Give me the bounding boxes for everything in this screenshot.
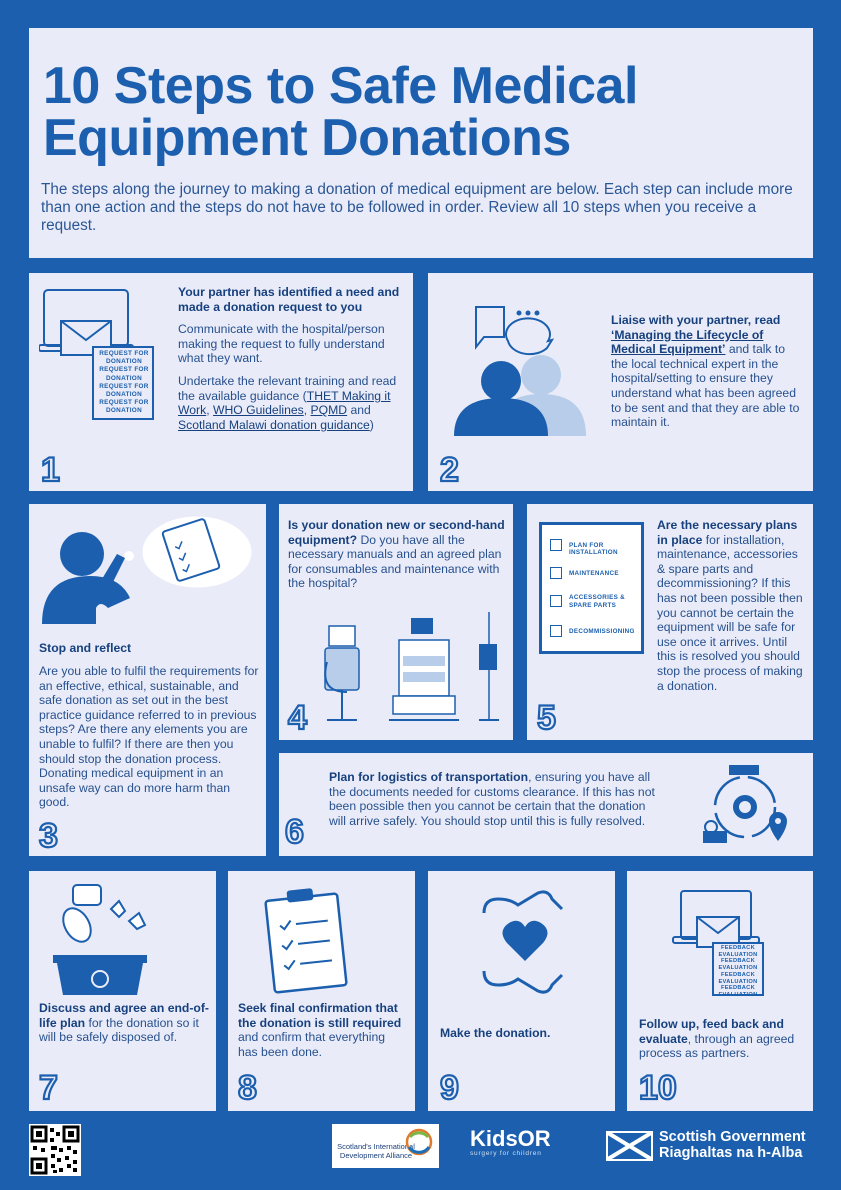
step-number: 2 [440, 451, 459, 489]
title-line-2: Equipment Donations [43, 109, 571, 167]
link-pqmd[interactable]: PQMD [310, 403, 348, 418]
step-2-panel [428, 273, 813, 491]
step-1-panel [29, 273, 413, 491]
step-6-panel [279, 753, 813, 856]
step-10-panel [627, 871, 813, 1111]
step-9-heading: Make the donation. [440, 1026, 551, 1040]
checklist-item: PLAN FOR INSTALLATION [569, 542, 618, 556]
checkbox-icon [550, 539, 562, 551]
thinking-person-icon [37, 514, 257, 624]
link-scotland-malawi[interactable]: Scotland Malawi donation guidance [178, 417, 370, 432]
checklist-item: MAINTENANCE [569, 570, 619, 577]
step-number: 8 [238, 1069, 257, 1107]
checkbox-icon [550, 625, 562, 637]
step-number: 7 [39, 1069, 58, 1107]
step-2-text: Liaise with your partner, read ‘Managing the Lifecycle of Medical Equipment’ and talk to the local technical expert in the hospital/setting to ensure they understand what has been agreed to be sent and that they are able to maintain it. [611, 313, 800, 430]
step-1-text-2: Undertake the relevant training and read the available guidance (THET Making it Work, WHO Guidelines, PQMD and Scotland Malawi donation guidance) [178, 374, 397, 432]
checklist [539, 522, 644, 654]
checklist-item: DECOMMISSIONING [569, 628, 635, 635]
title-line-1: 10 Steps to Safe Medical [43, 57, 638, 115]
step-7-panel [29, 871, 216, 1111]
medical-equipment-icon [319, 612, 509, 727]
step-3-panel [29, 504, 266, 856]
heart-hands-icon [480, 885, 570, 1000]
step-10-text: Follow up, feed back and evaluate, through an agreed process as partners. [639, 1017, 795, 1061]
step-3-text: Are you able to fulfil the requirements for an effective, ethical, sustainable, and safe donation as set out in the best practice guidance referred to in previous steps? Are there any elements you are unable to fulfil? If there are then you should stop the donation process. Donating medical equipment in an unsafe way can do more harm than good. [39, 664, 259, 810]
step-4-text: Is your donation new or second-hand equipment? Do you have all the necessary manuals and an agreed plan for consumables and maintenance with the hospital? [288, 518, 505, 591]
feedback-stamp: FEEDBACK EVALUATION FEEDBACK EVALUATION FEEDBACK EVALUATION FEEDBACK EVALUATION [718, 945, 758, 998]
sida-globe-icon [404, 1127, 434, 1157]
step-4-panel [279, 504, 513, 740]
page-title [43, 57, 638, 167]
checklist-item: ACCESSORIES & [569, 594, 626, 601]
link-lifecycle[interactable]: ‘Managing the Lifecycle of Medical Equipment’ [611, 327, 764, 357]
qr-code-icon[interactable] [29, 1124, 81, 1176]
link-thet[interactable]: THET Making it Work [178, 388, 391, 418]
header-panel [29, 28, 813, 258]
people-chat-icon [446, 293, 586, 438]
step-3-heading: Stop and reflect [39, 641, 132, 655]
kidsor-logo[interactable]: KidsOR surgery for children [470, 1126, 551, 1157]
step-1-heading: Your partner has identified a need and made a donation request to you [178, 285, 400, 314]
step-5-panel [527, 504, 813, 740]
clipboard-icon [262, 883, 372, 995]
step-9-panel [428, 871, 615, 1111]
step-8-panel [228, 871, 415, 1111]
sida-logo[interactable]: Scotland's International Development Alliance [332, 1124, 439, 1168]
link-who[interactable]: WHO Guidelines [213, 403, 304, 418]
step-5-text: Are the necessary plans in place for installation, maintenance, accessories & spare parts and decommissioning? If this has not been possible then you cannot be certain the equipment will be safe for use once it arrives. Until this is resolved you should stop the process of making a donation. [657, 518, 803, 693]
scottish-government-logo[interactable]: Scottish Government Riaghaltas na h-Alba [659, 1129, 806, 1161]
step-number: 4 [288, 699, 307, 737]
logistics-icon [697, 759, 807, 851]
step-number: 3 [39, 817, 58, 855]
checkbox-icon [550, 595, 562, 607]
intro-text: The steps along the journey to making a donation of medical equipment are below. Each step can include more than one action and the steps do not have to be followed in order. Review all 10 steps when you receive a request. [41, 181, 793, 235]
step-number: 5 [537, 699, 556, 737]
step-number: 9 [440, 1069, 459, 1107]
biohazard-bin-icon [49, 883, 179, 995]
step-number: 1 [41, 451, 60, 489]
checklist-item: SPARE PARTS [569, 602, 617, 609]
saltire-flag-icon [606, 1131, 653, 1161]
step-1-text-1: Communicate with the hospital/person making the request to fully understand what they want. [178, 322, 385, 366]
step-number: 6 [285, 813, 304, 851]
step-6-text: Plan for logistics of transportation, ensuring you have all the documents needed for customs clearance. If this has not been possible then you cannot be certain that the donation will arrive safely. You should stop until this is fully resolved. [329, 770, 655, 828]
request-stamp: REQUEST FOR DONATION REQUEST FOR DONATION REQUEST FOR DONATION REQUEST FOR DONATION [99, 350, 149, 415]
step-7-text: Discuss and agree an end-of-life plan for the donation so it will be safely disposed of. [39, 1001, 209, 1045]
step-8-text: Seek final confirmation that the donation is still required and confirm that everything has been done. [238, 1001, 402, 1059]
step-number: 10 [639, 1069, 677, 1107]
checkbox-icon [550, 567, 562, 579]
